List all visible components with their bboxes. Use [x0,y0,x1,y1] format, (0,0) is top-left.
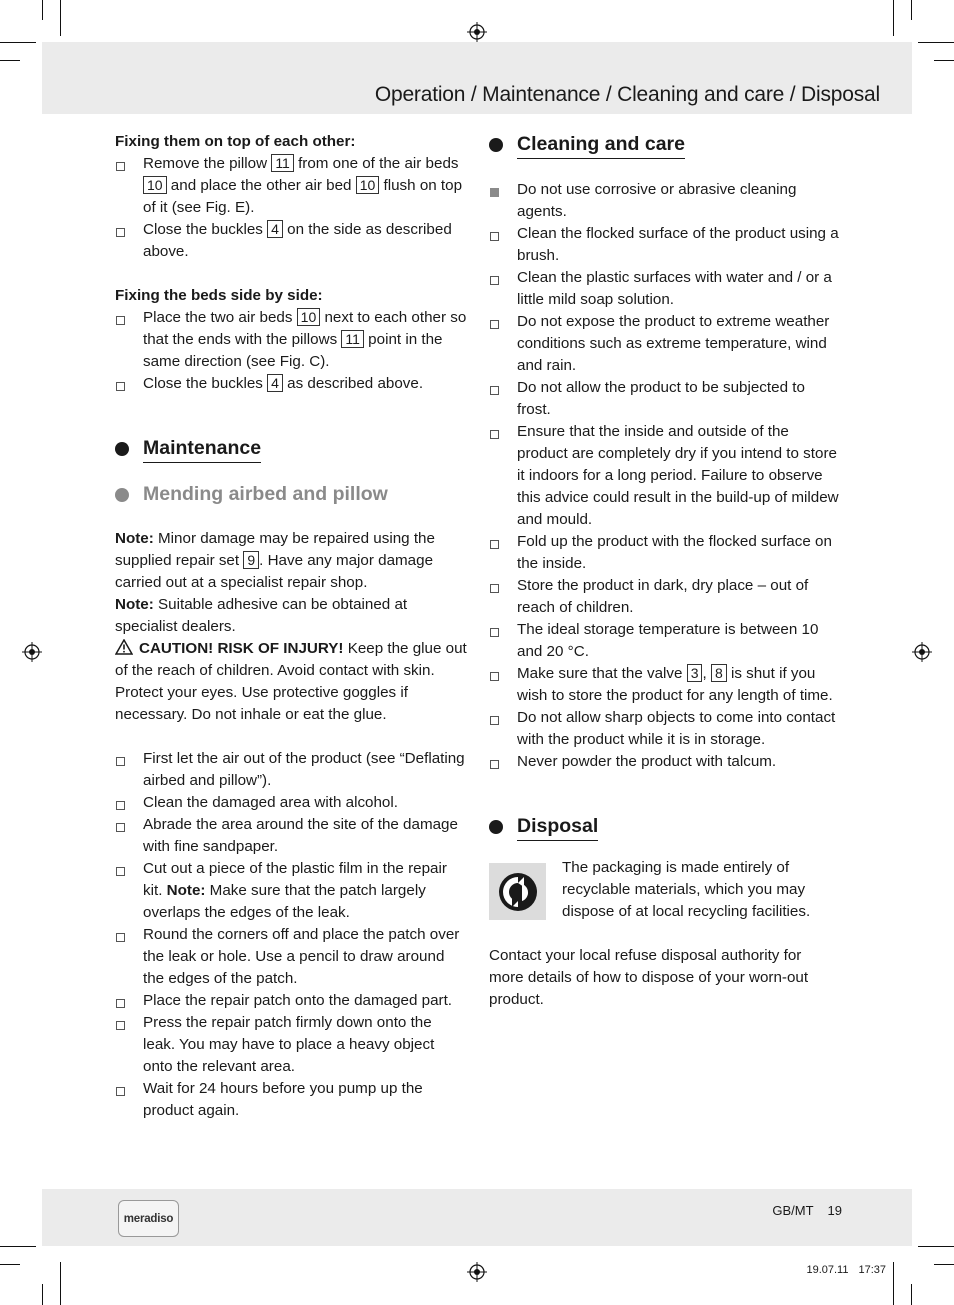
part-number-badge: 10 [356,176,380,194]
square-bullet-icon [490,628,499,637]
crop-mark [911,0,912,20]
note-adhesive: Note: Suitable adhesive can be obtained at specialist dealers. [115,596,408,635]
list-item: Abrade the area around the site of the damage with fine sandpaper. [115,814,467,858]
list-item: Store the product in dark, dry place – out of reach of children. [489,575,839,619]
list-item: Wait for 24 hours before you pump up the product again. [115,1078,467,1122]
crop-mark [42,0,43,20]
square-bullet-icon [116,316,125,325]
square-bullet-icon [116,867,125,876]
section-heading-maintenance: Maintenance [115,435,467,463]
print-time: 17:37 [858,1264,886,1276]
crop-mark [893,1262,894,1305]
part-number-badge: 11 [271,154,294,172]
note-repair-set: Note: Minor damage may be repaired using the supplied repair set 9 . Have any major damage carried out at a specialist repair shop. [115,530,435,591]
part-number-badge: 4 [267,220,283,238]
part-number-badge: 10 [143,176,167,194]
part-number-badge: 4 [267,374,283,392]
square-bullet-icon [490,232,499,241]
crop-mark [918,1246,954,1247]
square-bullet-icon [490,430,499,439]
list-item: Do not allow the product to be subjected to frost. [489,377,839,421]
crop-mark [60,0,61,36]
filled-circle-icon [115,442,129,456]
locale-label: GB/MT [772,1203,814,1218]
cleaning-list [489,179,839,773]
square-bullet-icon [116,1087,125,1096]
green-dot-recycle-icon [489,863,546,920]
list-item: Round the corners off and place the patch over the leak or hole. Use a pencil to draw around the edges of the patch. [115,924,467,990]
brand-logo: meradiso [118,1200,179,1237]
list-item: Cut out a piece of the plastic film in the repair kit. Note: Make sure that the patch largely overlaps the edges of the leak. [115,858,467,924]
disposal-packaging-text: The packaging is made entirely of recyclable materials, which you may dispose of at local recycling facilities. [562,859,811,920]
crop-mark [0,42,36,43]
crop-mark [934,60,954,61]
right-column [489,131,839,1011]
list-item: Do not allow sharp objects to come into contact with the product while it is in storage. [489,707,839,751]
square-bullet-icon [490,584,499,593]
crop-mark [893,0,894,36]
subheading-fixing-top: Fixing them on top of each other: [115,133,356,150]
square-bullet-icon [116,228,125,237]
crop-mark [0,1246,36,1247]
part-number-badge: 9 [243,551,259,569]
print-stamp [806,1264,886,1276]
square-bullet-icon [116,382,125,391]
square-bullet-icon [490,188,499,197]
square-bullet-icon [490,672,499,681]
square-bullet-icon [116,757,125,766]
list-item: Clean the damaged area with alcohol. [115,792,467,814]
list-item: Clean the flocked surface of the product using a brush. [489,223,839,267]
registration-mark-icon [467,1262,487,1282]
crop-mark [0,1264,20,1265]
square-bullet-icon [116,999,125,1008]
square-bullet-icon [490,540,499,549]
crop-mark [42,1284,43,1305]
list-item: Never powder the product with talcum. [489,751,839,773]
square-bullet-icon [116,933,125,942]
registration-mark-icon [22,642,42,662]
disposal-contact-text: Contact your local refuse disposal authority for more details of how to dispose of your worn-out product. [489,947,809,1008]
list-item: Close the buckles 4 as described above. [115,373,467,395]
page-title: Operation / Maintenance / Cleaning and care / Disposal [374,83,880,106]
registration-mark-icon [912,642,932,662]
section-heading-disposal: Disposal [489,813,839,841]
list-item: Do not use corrosive or abrasive cleaning agents. [489,179,839,223]
caution-paragraph: CAUTION! RISK OF INJURY! Keep the glue out of the reach of children. Avoid contact with skin. Protect your eyes. Use protective goggles if necessary. Do not inhale or eat the glue. [115,640,467,723]
square-bullet-icon [490,276,499,285]
page-number: 19 [827,1203,842,1218]
list-item: Place the two air beds 10 next to each other so that the ends with the pillows 11 point in the same direction (see Fig. C). [115,307,467,373]
square-bullet-icon [116,1021,125,1030]
registration-mark-icon [467,22,487,42]
crop-mark [934,1264,954,1265]
page-reference [772,1203,842,1218]
part-number-badge: 8 [711,664,727,682]
crop-mark [918,42,954,43]
part-number-badge: 11 [341,330,364,348]
list-item: Remove the pillow 11 from one of the air beds 10 and place the other air bed 10 flush on top of it (see Fig. E). [115,153,467,219]
list-item: Ensure that the inside and outside of the product are completely dry if you intend to store it indoors for a long period. Failure to observe this advice could result in the build-up of mildew and mould. [489,421,839,531]
section-heading-mending: Mending airbed and pillow [115,481,467,508]
list-item: Clean the plastic surfaces with water and / or a little mild soap solution. [489,267,839,311]
crop-mark [60,1262,61,1305]
list-item: Place the repair patch onto the damaged part. [115,990,467,1012]
list-item: Press the repair patch firmly down onto the leak. You may have to place a heavy object onto the relevant area. [115,1012,467,1078]
list-item: Make sure that the valve 3 , 8 is shut if you wish to store the product for any length of time. [489,663,839,707]
warning-triangle-icon [115,639,133,655]
filled-circle-icon [489,138,503,152]
fixing-top-list [115,153,467,263]
list-item: Do not expose the product to extreme weather conditions such as extreme temperature, wind and rain. [489,311,839,377]
square-bullet-icon [490,716,499,725]
square-bullet-icon [490,760,499,769]
list-item: The ideal storage temperature is between 10 and 20 °C. [489,619,839,663]
square-bullet-icon [490,320,499,329]
subheading-fixing-side: Fixing the beds side by side: [115,287,323,304]
left-column [115,131,467,1122]
square-bullet-icon [116,823,125,832]
part-number-badge: 3 [687,664,703,682]
print-date: 19.07.11 [806,1264,849,1276]
crop-mark [0,60,20,61]
list-item: Close the buckles 4 on the side as described above. [115,219,467,263]
fixing-side-list [115,307,467,395]
list-item: Fold up the product with the flocked surface on the inside. [489,531,839,575]
repair-steps-list [115,748,467,1122]
part-number-badge: 10 [297,308,321,326]
section-heading-cleaning: Cleaning and care [489,131,839,159]
square-bullet-icon [490,386,499,395]
filled-circle-icon [489,820,503,834]
square-bullet-icon [116,162,125,171]
recycle-row [489,857,839,923]
crop-mark [911,1284,912,1305]
square-bullet-icon [116,801,125,810]
filled-circle-icon [115,488,129,502]
list-item: First let the air out of the product (see “Deflating airbed and pillow”). [115,748,467,792]
